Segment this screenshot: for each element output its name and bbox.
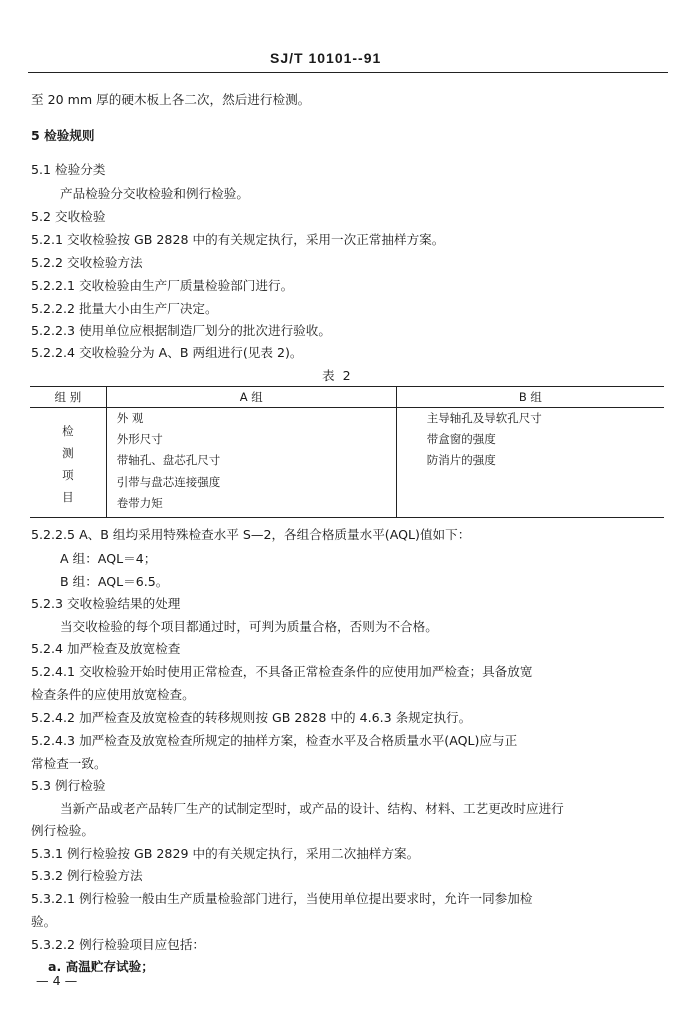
inspection-table [30,386,664,518]
clause-cont: 验。 [31,914,57,929]
header-a: A 组 [106,387,396,408]
a-group-items [106,408,396,518]
paragraph: 当新产品或老产品转厂生产的试制定型时，或产品的设计、结构、材料、工艺更改时应进行 [60,801,564,816]
header-group: 组 别 [30,387,106,408]
list-item: a. 高温贮存试验； [48,959,154,974]
clause-heading: 5.2.4 加严检查及放宽检查 [31,641,181,656]
clause-heading: 5.3.2 例行检验方法 [31,868,143,883]
list-item: 防消片的强度 [426,453,496,468]
paragraph: 产品检验分交收检验和例行检验。 [60,186,249,201]
paragraph: 当交收检验的每个项目都通过时，可判为质量合格，否则为不合格。 [60,619,438,634]
header-rule [28,72,668,73]
list-item: 外 观 [116,411,144,425]
clause-heading: 5.2.2 交收检验方法 [31,255,143,270]
paragraph-cont: 例行检验。 [31,823,94,838]
clause: 5.2.2.5 A、B 组均采用特殊检查水平 S—2，各组合格质量水平(AQL)值如下： [31,527,471,542]
clause: 5.3.2.2 例行检验项目应包括： [31,937,206,952]
clause: 5.2.4.1 交收检验开始时使用正常检查，不具备正常检查条件的应使用加严检查；具备放宽 [31,664,533,679]
page-number: — 4 — [36,973,78,988]
row-label: 检 测 项 目 [30,408,106,518]
list-item: 带盒窗的强度 [426,432,496,447]
clause-cont: 检查条件的应使用放宽检查。 [31,687,195,702]
clause: 5.2.2.3 使用单位应根据制造厂划分的批次进行验收。 [31,323,331,338]
clause: 5.2.1 交收检验按 GB 2828 中的有关规定执行，采用一次正常抽样方案。 [31,232,445,247]
clause: 5.2.4.3 加严检查及放宽检查所规定的抽样方案，检查水平及合格质量水平(AQL)应与正 [31,733,518,748]
list-item: 主导轴孔及导软孔尺寸 [426,411,542,425]
paragraph: 至 20 mm 厚的硬木板上各二次，然后进行检测。 [31,92,311,107]
clause: 5.3.2.1 例行检验一般由生产质量检验部门进行，当使用单位提出要求时，允许一同参加检 [31,891,533,906]
list-item: 卷带力矩 [116,495,163,510]
b-group-items [396,408,664,518]
list-item: 外形尺寸 [116,432,163,447]
list-item: 引带与盘芯连接强度 [116,474,221,489]
clause-heading: 5.1 检验分类 [31,162,106,177]
clause: 5.2.2.1 交收检验由生产厂质量检验部门进行。 [31,278,294,293]
clause-heading: 5.2.3 交收检验结果的处理 [31,596,181,611]
standard-code: SJ/T 10101--91 [270,50,382,66]
aql-value: A 组：AQL＝4； [60,551,157,566]
header-b: B 组 [396,387,664,408]
clause-heading: 5.3 例行检验 [31,778,106,793]
aql-value: B 组：AQL＝6.5。 [60,574,169,589]
clause: 5.2.2.2 批量大小由生产厂决定。 [31,301,218,316]
table-caption: 表 2 [322,368,353,383]
clause-cont: 常检查一致。 [31,756,107,771]
clause: 5.3.1 例行检验按 GB 2829 中的有关规定执行，采用二次抽样方案。 [31,846,420,861]
clause-heading: 5.2 交收检验 [31,209,106,224]
clause: 5.2.4.2 加严检查及放宽检查的转移规则按 GB 2828 中的 4.6.3 条规定执行。 [31,710,472,725]
section-heading: 5 检验规则 [31,128,95,143]
clause: 5.2.2.4 交收检验分为 A、B 两组进行(见表 2)。 [31,345,303,360]
list-item: 带轴孔、盘芯孔尺寸 [116,453,221,468]
